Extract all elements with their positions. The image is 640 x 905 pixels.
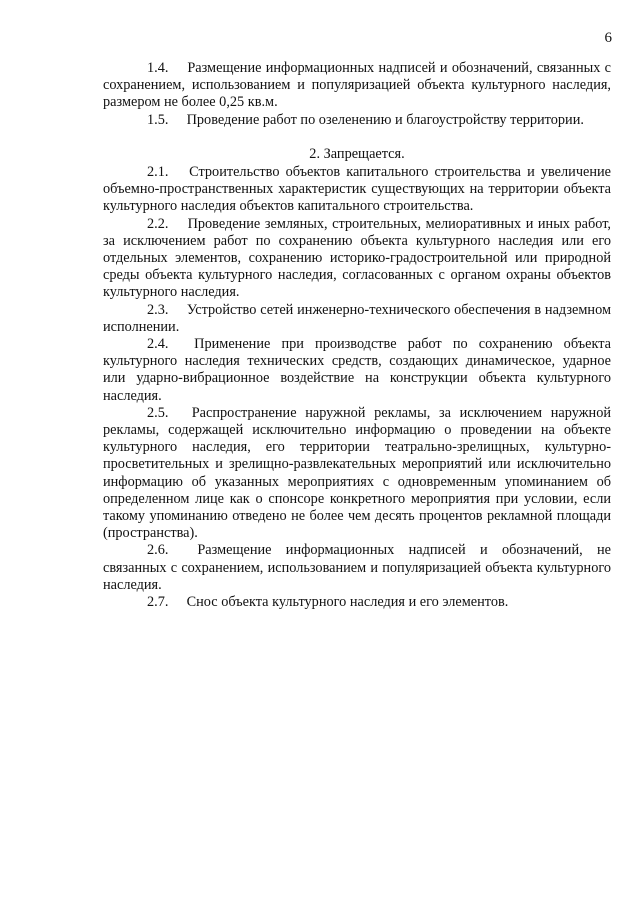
paragraph-2-6 (103, 542, 611, 594)
paragraph-1-4 (103, 60, 611, 112)
paragraph-number: 1.5. (147, 111, 169, 128)
paragraph-text: Распространение наружной рекламы, за исключением наружной рекламы, содержащей исключительно информацию о проведении на объекте культурного наследия, его территории театрально-зрелищных, культурно-просветительных и зрелищно-развлекательных мероприятий или исключительно информацию об указанных мероприятиях с одновременным упоминанием об определенном лице как о спонсоре конкретного мероприятия при условии, если такому упоминанию отведено не более чем десять процентов рекламной площади (пространства). (103, 404, 611, 542)
document-body (103, 60, 611, 611)
page-number: 6 (604, 30, 612, 46)
paragraph-2-2 (103, 216, 611, 302)
paragraph-text: Строительство объектов капитального строительства и увеличение объемно-пространственных характеристик существующих на территории объекта культурного наследия объектов капитального строительства. (103, 164, 611, 215)
paragraph-number: 2.4. (147, 336, 169, 353)
paragraph-number: 2.1. (147, 164, 169, 181)
paragraph-number: 2.6. (147, 542, 169, 559)
paragraph-text: Применение при производстве работ по сохранению объекта культурного наследия технических средств, создающих динамическое, ударное или ударно-вибрационное воздействие на конструкции объекта культурного наследия. (103, 336, 611, 404)
paragraph-2-7 (103, 594, 611, 611)
paragraph-text: Проведение земляных, строительных, мелиоративных и иных работ, за исключением работ по сохранению объекта культурного наследия или его отдельных элементов, сохранению историко-градостроительной или природной среды объекта культурного наследия, согласованных с органом охраны объектов культурного наследия. (103, 215, 611, 301)
paragraph-text: Снос объекта культурного наследия и его элементов. (186, 594, 509, 611)
paragraph-text: Размещение информационных надписей и обозначений, не связанных с сохранением, использованием и популяризацией объекта культурного наследия. (103, 542, 611, 593)
paragraph-number: 2.3. (147, 301, 169, 318)
section-heading: 2. Запрещается. (309, 145, 405, 162)
paragraph-text: Устройство сетей инженерно-технического обеспечения в надземном исполнении. (103, 301, 611, 335)
paragraph-text: Размещение информационных надписей и обозначений, связанных с сохранением, использованием и популяризацией объекта культурного наследия, размером не более 0,25 кв.м. (103, 60, 612, 111)
paragraph-2-5 (103, 405, 611, 543)
paragraph-number: 2.7. (147, 594, 169, 611)
paragraph-text: Проведение работ по озеленению и благоустройству территории. (186, 111, 584, 128)
paragraph-2-1 (103, 164, 611, 216)
paragraph-number: 1.4. (147, 60, 169, 76)
paragraph-2-3 (103, 302, 611, 336)
paragraph-1-5 (103, 112, 611, 129)
paragraph-number: 2.5. (147, 404, 169, 421)
paragraph-number: 2.2. (147, 215, 169, 232)
paragraph-2-4 (103, 336, 611, 405)
